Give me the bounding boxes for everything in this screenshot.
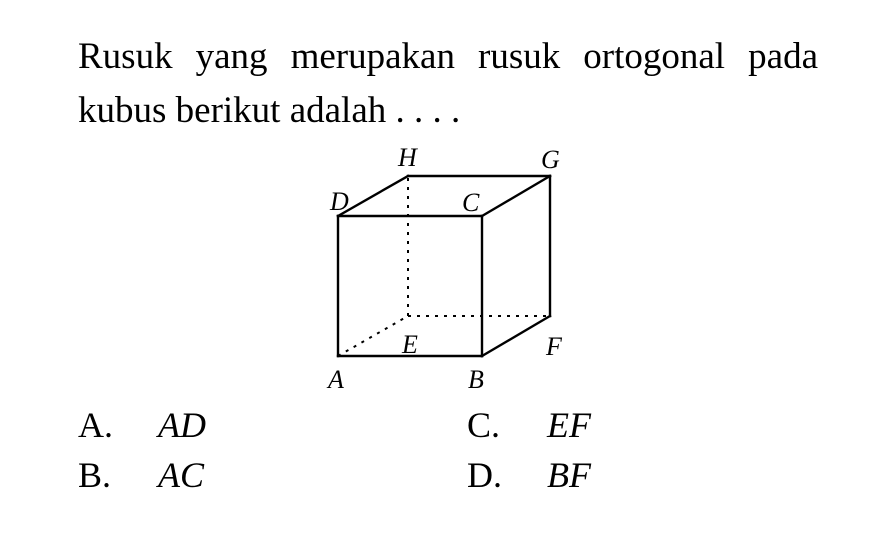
option-a[interactable] [78, 405, 206, 445]
option-b[interactable] [78, 455, 204, 495]
vertex-label-e: E [402, 330, 418, 359]
edge-cg [482, 176, 550, 216]
option-d-letter: D. [467, 455, 502, 495]
vertex-label-f: F [546, 332, 562, 361]
question-text: Rusuk yang merupakan rusuk ortogonal pada kubus berikut adalah . . . . [78, 36, 818, 131]
option-b-letter: B. [78, 455, 112, 495]
vertex-label-g: G [541, 145, 560, 174]
vertex-label-a: A [328, 365, 344, 394]
option-c-letter: C. [467, 405, 501, 445]
edge-bf [482, 316, 550, 356]
option-a-answer: AD [158, 405, 206, 445]
vertex-label-c: C [462, 188, 480, 217]
vertex-label-b: B [468, 365, 484, 394]
option-c[interactable] [467, 405, 591, 445]
option-c-answer: EF [547, 405, 591, 445]
option-a-letter: A. [78, 405, 113, 445]
vertex-label-d: D [330, 187, 349, 216]
vertex-label-h: H [398, 143, 417, 172]
option-d[interactable] [467, 455, 591, 495]
option-d-answer: BF [547, 455, 591, 495]
edge-ae-hidden [338, 316, 408, 356]
option-b-answer: AC [158, 455, 205, 495]
